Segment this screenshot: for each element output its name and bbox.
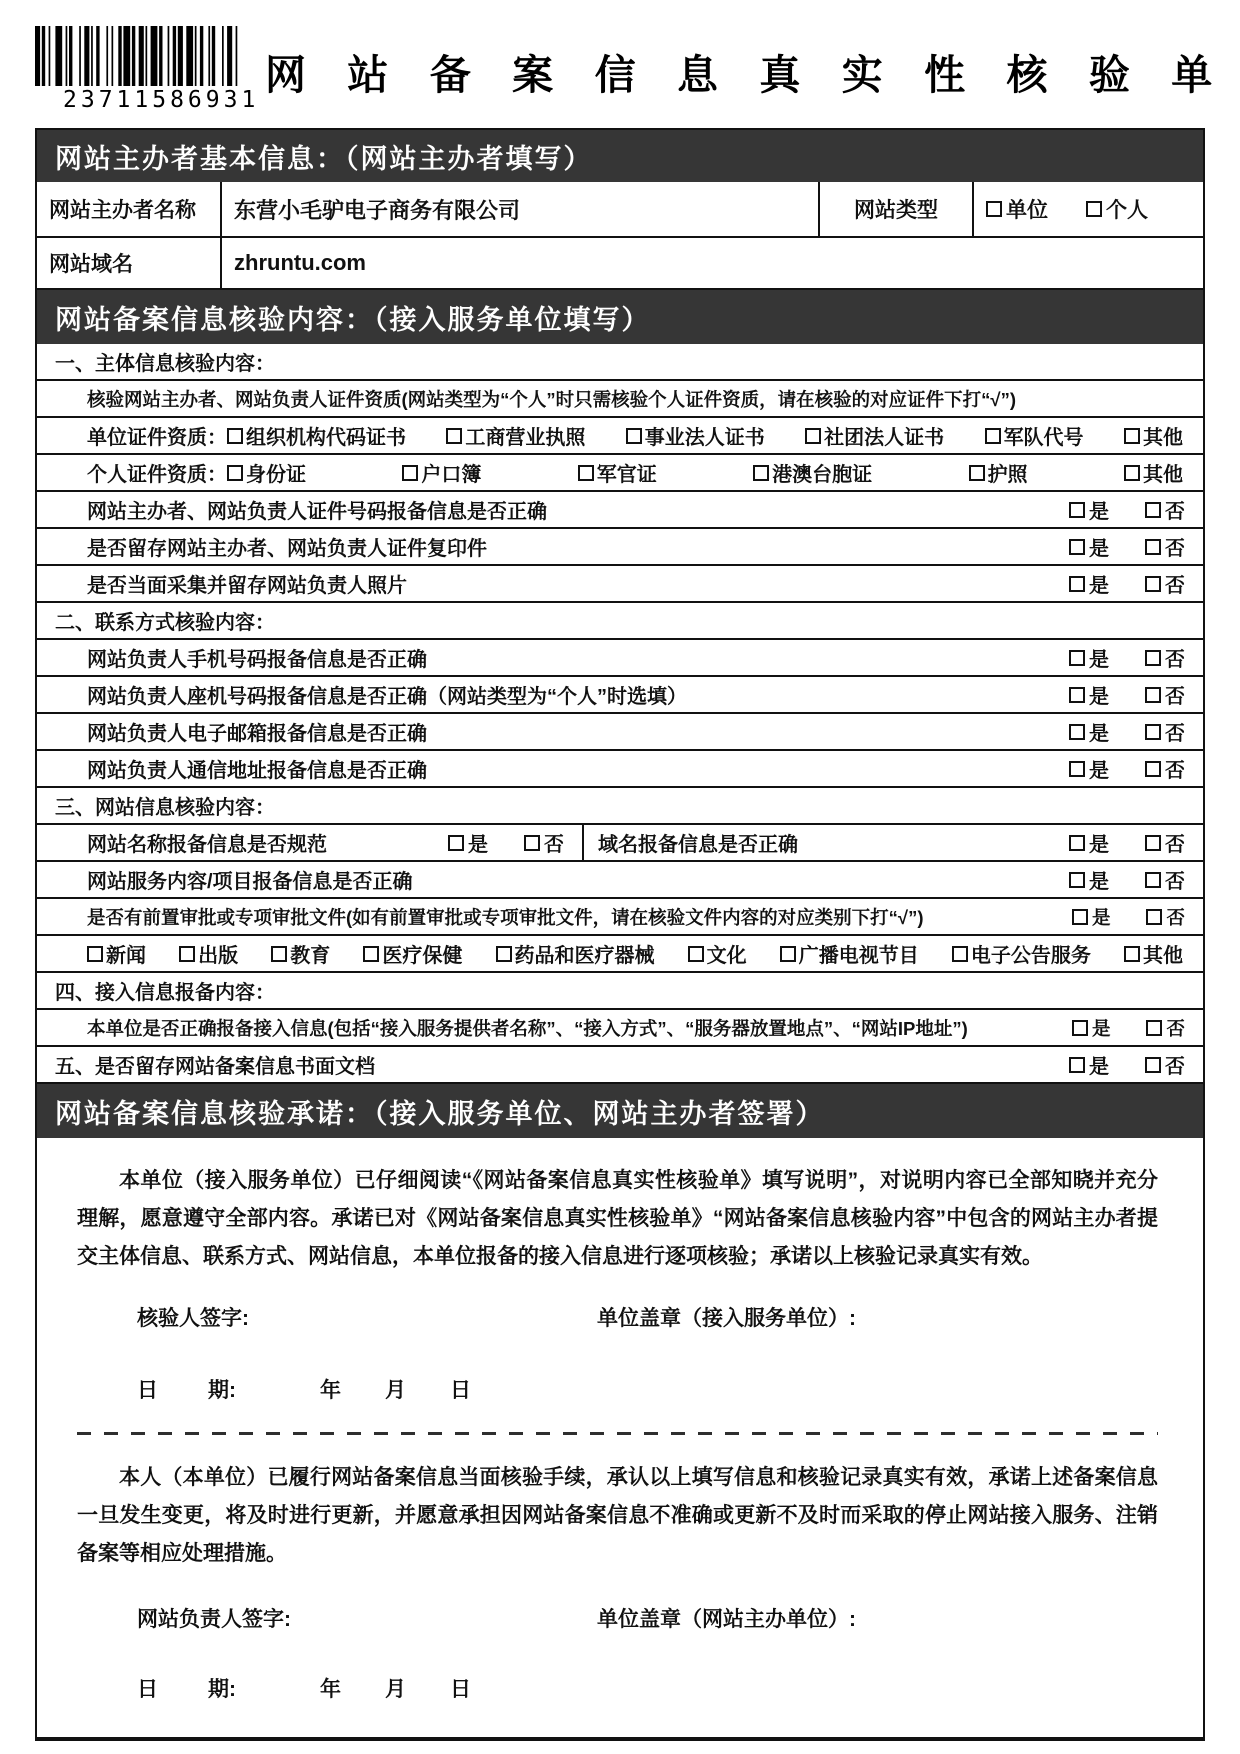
checklist-question: 是否留存网站主办者、网站负责人证件复印件 — [87, 538, 487, 560]
checklist-row — [37, 529, 1203, 566]
approval-category-label: 药品和医疗器械 — [514, 945, 655, 967]
site-type-unit-label: 单位 — [1006, 199, 1048, 222]
checkbox-cat-16-3[interactable] — [363, 946, 379, 962]
section-header-commitment: 网站备案信息核验承诺：（接入服务单位、网站主办者签署） — [37, 1084, 1203, 1138]
site-type-personal-label: 个人 — [1106, 199, 1148, 222]
certificate-option — [227, 421, 406, 450]
yes-label: 是 — [1091, 906, 1111, 928]
certificate-option — [402, 458, 481, 487]
checkbox-yes-row-13-l[interactable] — [448, 835, 464, 851]
checkbox-opt-2-2[interactable] — [626, 428, 642, 444]
checklist-section-title: 二、联系方式核验内容： — [55, 612, 275, 634]
date-word: 日 — [137, 1678, 158, 1701]
site-type-unit-option — [986, 194, 1048, 224]
date-row-organizer — [77, 1673, 1158, 1703]
checkbox-cat-16-4[interactable] — [496, 946, 512, 962]
yes-no-group — [1069, 828, 1189, 857]
checkbox-cat-16-5[interactable] — [688, 946, 704, 962]
checkbox-cat-16-1[interactable] — [179, 946, 195, 962]
checkbox-no-row-18[interactable] — [1146, 1020, 1162, 1036]
checklist-question: 网站负责人座机号码报备信息是否正确（网站类型为“个人”时选填） — [87, 686, 687, 708]
no-option — [524, 828, 564, 857]
checklist-row — [37, 603, 1203, 640]
checkbox-cat-16-8[interactable] — [1124, 946, 1140, 962]
checkbox-yes-row-6[interactable] — [1069, 576, 1085, 592]
yes-option — [1069, 717, 1109, 746]
approval-category-option — [179, 939, 238, 968]
checklist-row — [37, 973, 1203, 1010]
checklist-row — [37, 751, 1203, 788]
approval-category-option — [363, 939, 462, 968]
approval-category-option — [780, 939, 919, 968]
checkbox-cat-16-2[interactable] — [271, 946, 287, 962]
checkbox-no-row-14[interactable] — [1145, 872, 1161, 888]
yes-no-group — [448, 828, 568, 857]
no-option — [1145, 1050, 1185, 1079]
organizer-name-row — [37, 182, 1203, 238]
barcode-block — [35, 26, 265, 113]
checkbox-yes-row-18[interactable] — [1072, 1020, 1088, 1036]
isp-seal-label: 单位盖章（接入服务单位）: — [597, 1307, 856, 1330]
checkbox-site-type-unit[interactable] — [986, 201, 1002, 217]
checklist-row — [37, 862, 1203, 899]
certificate-option-label: 军官证 — [596, 464, 657, 486]
checklist-row — [37, 418, 1203, 455]
section-header-basic-info: 网站主办者基本信息：（网站主办者填写） — [37, 130, 1203, 182]
checkbox-no-row-13-l[interactable] — [524, 835, 540, 851]
yes-option — [1072, 904, 1111, 930]
approval-category-label: 教育 — [290, 945, 331, 967]
date-word: 期: — [208, 1379, 236, 1402]
no-option — [1145, 865, 1185, 894]
checkbox-yes-row-19[interactable] — [1069, 1057, 1085, 1073]
certificate-option — [227, 458, 306, 487]
checkbox-opt-3-3[interactable] — [753, 465, 769, 481]
no-label: 否 — [1166, 906, 1185, 928]
document-header — [35, 0, 1228, 128]
checkbox-opt-2-5[interactable] — [1124, 428, 1140, 444]
yes-option — [1069, 828, 1109, 857]
yes-label: 是 — [1089, 871, 1109, 893]
checklist-section-title: 一、主体信息核验内容： — [55, 353, 275, 375]
approval-category-label: 文化 — [706, 945, 747, 967]
yes-option — [1069, 569, 1109, 598]
split-cell-left — [37, 825, 584, 860]
yes-no-group — [1069, 569, 1189, 598]
checkbox-no-row-19[interactable] — [1145, 1057, 1161, 1073]
checkbox-opt-2-3[interactable] — [805, 428, 821, 444]
dashed-divider — [77, 1432, 1158, 1435]
yes-option — [1069, 532, 1109, 561]
no-label: 否 — [1166, 1017, 1185, 1039]
no-label: 否 — [1165, 501, 1185, 523]
site-type-options — [972, 182, 1203, 236]
yes-no-group — [1069, 495, 1189, 524]
checkbox-opt-2-0[interactable] — [227, 428, 243, 444]
checklist-question: 域名报备信息是否正确 — [598, 834, 798, 856]
checklist-row — [37, 344, 1203, 381]
checkbox-opt-3-1[interactable] — [402, 465, 418, 481]
no-label: 否 — [1165, 649, 1185, 671]
yes-option — [1069, 865, 1109, 894]
organizer-seal-label: 单位盖章（网站主办单位）: — [597, 1608, 856, 1631]
date-year-label: 年 — [320, 1379, 341, 1402]
certificate-option-label: 社团法人证书 — [824, 427, 945, 449]
date-word: 期: — [208, 1678, 236, 1701]
verification-checklist — [37, 344, 1203, 1084]
date-year-label: 年 — [320, 1678, 341, 1701]
certificate-option-label: 其他 — [1142, 427, 1183, 449]
yes-no-group — [1069, 680, 1189, 709]
verification-form — [35, 128, 1205, 1741]
date-day-label: 日 — [450, 1379, 471, 1402]
checklist-question: 网站服务内容/项目报备信息是否正确 — [87, 871, 413, 893]
checkbox-no-row-5[interactable] — [1145, 539, 1161, 555]
date-day-label: 日 — [450, 1678, 471, 1701]
responsible-signature-row — [77, 1603, 1158, 1633]
checklist-row — [37, 1010, 1203, 1047]
commitment-paragraph-organizer: 本人（本单位）已履行网站备案信息当面核验手续，承认以上填写信息和核验记录真实有效，承诺上述备案信息一旦发生变更，将及时进行更新，并愿意承担因网站备案信息不准确或更新不及时而采取的停止网站接入服务、注销备案等相应处理措施。 — [77, 1466, 1158, 1565]
checklist-section-title: 五、是否留存网站备案信息书面文档 — [55, 1056, 375, 1078]
no-option — [1145, 828, 1185, 857]
yes-option — [1072, 1015, 1111, 1041]
yes-option — [1069, 680, 1109, 709]
certificate-options — [227, 421, 1189, 450]
approval-category-label: 电子公告服务 — [970, 945, 1091, 967]
certificate-option — [626, 421, 765, 450]
checkbox-yes-row-4[interactable] — [1069, 502, 1085, 518]
barcode-number: 23711586931 — [63, 87, 260, 113]
checklist-section-title: 三、网站信息核验内容： — [55, 797, 275, 819]
checkbox-no-row-11[interactable] — [1145, 761, 1161, 777]
checkbox-opt-2-1[interactable] — [446, 428, 462, 444]
yes-label: 是 — [1091, 1017, 1111, 1039]
checklist-row — [37, 566, 1203, 603]
checklist-question: 网站负责人通信地址报备信息是否正确 — [87, 760, 427, 782]
no-label: 否 — [1165, 575, 1185, 597]
certificate-option — [985, 421, 1084, 450]
organizer-name-value: 东营小毛驴电子商务有限公司 — [220, 182, 818, 236]
certificate-option-label: 军队代号 — [1003, 427, 1084, 449]
approval-category-option — [271, 939, 330, 968]
approval-category-option — [496, 939, 655, 968]
page-title: 网 站 备 案 信 息 真 实 性 核 验 单 — [265, 52, 1228, 98]
checklist-question: 是否有前置审批或专项审批文件(如有前置审批或专项审批文件，请在核验文件内容的对应类别下打“√”) — [87, 906, 924, 928]
checkbox-yes-row-9[interactable] — [1069, 687, 1085, 703]
domain-row — [37, 238, 1203, 290]
checklist-question: 网站名称报备信息是否规范 — [87, 834, 327, 856]
checklist-row — [37, 825, 1203, 862]
yes-option — [1069, 1050, 1109, 1079]
checklist-question: 网站负责人电子邮箱报备信息是否正确 — [87, 723, 427, 745]
checklist-section-title: 四、接入信息报备内容： — [55, 982, 275, 1004]
certificate-option — [578, 458, 657, 487]
yes-no-group — [1069, 532, 1189, 561]
checkbox-opt-3-5[interactable] — [1124, 465, 1140, 481]
approval-category-option — [952, 939, 1091, 968]
no-label: 否 — [1165, 723, 1185, 745]
approval-category-label: 广播电视节目 — [798, 945, 919, 967]
yes-label: 是 — [1089, 649, 1109, 671]
split-cell-right — [584, 825, 1203, 860]
checkbox-no-row-15[interactable] — [1146, 909, 1162, 925]
checklist-row — [37, 455, 1203, 492]
yes-no-group — [1072, 904, 1189, 930]
certificate-option-label: 组织机构代码证书 — [246, 427, 406, 449]
barcode-icon — [35, 26, 241, 86]
date-row-isp — [77, 1374, 1158, 1404]
no-option — [1145, 717, 1185, 746]
certificate-type-label: 单位证件资质： — [87, 427, 227, 449]
responsible-signature-label: 网站负责人签字: — [137, 1608, 291, 1631]
yes-label: 是 — [1089, 575, 1109, 597]
checkbox-no-row-6[interactable] — [1145, 576, 1161, 592]
checkbox-no-row-10[interactable] — [1145, 724, 1161, 740]
checkbox-yes-row-13-r[interactable] — [1069, 835, 1085, 851]
yes-label: 是 — [1089, 1056, 1109, 1078]
no-label: 否 — [1165, 538, 1185, 560]
no-option — [1145, 643, 1185, 672]
checklist-row — [37, 788, 1203, 825]
no-label: 否 — [1165, 871, 1185, 893]
yes-no-group — [1069, 717, 1189, 746]
section-header-verification-content: 网站备案信息核验内容：（接入服务单位填写） — [37, 290, 1203, 344]
no-label: 否 — [1165, 834, 1185, 856]
commitment-body — [37, 1138, 1203, 1737]
site-type-label: 网站类型 — [818, 182, 972, 236]
checkbox-no-row-4[interactable] — [1145, 502, 1161, 518]
no-option — [1145, 495, 1185, 524]
domain-label: 网站域名 — [49, 253, 133, 276]
certificate-option-label: 事业法人证书 — [644, 427, 765, 449]
checkbox-no-row-9[interactable] — [1145, 687, 1161, 703]
certificate-options — [227, 458, 1189, 487]
certificate-option — [969, 458, 1028, 487]
yes-label: 是 — [1089, 501, 1109, 523]
certificate-option-label: 身份证 — [246, 464, 306, 486]
organizer-name-label: 网站主办者名称 — [49, 199, 196, 222]
certificate-option — [446, 421, 585, 450]
no-option — [1145, 569, 1185, 598]
yes-no-group — [1069, 1050, 1189, 1079]
site-type-personal-option — [1086, 194, 1148, 224]
no-option — [1145, 754, 1185, 783]
checkbox-opt-3-4[interactable] — [969, 465, 985, 481]
no-option — [1145, 532, 1185, 561]
yes-no-group — [1069, 865, 1189, 894]
approval-category-option — [1124, 939, 1183, 968]
yes-no-group — [1072, 1015, 1189, 1041]
checklist-note: 核验网站主办者、网站负责人证件资质(网站类型为“个人”时只需核验个人证件资质，请在核验的对应证件下打“√”) — [87, 388, 1016, 410]
yes-no-group — [1069, 754, 1189, 783]
yes-option — [448, 828, 488, 857]
date-month-label: 月 — [385, 1678, 406, 1701]
yes-label: 是 — [1089, 760, 1109, 782]
approval-category-option — [87, 939, 146, 968]
checklist-row — [37, 936, 1203, 973]
date-word: 日 — [137, 1379, 158, 1402]
verifier-signature-label: 核验人签字: — [137, 1307, 249, 1330]
checkbox-cat-16-6[interactable] — [780, 946, 796, 962]
checklist-row — [37, 640, 1203, 677]
checklist-question: 本单位是否正确报备接入信息(包括“接入服务提供者名称”、“接入方式”、“服务器放置地点”、“网站IP地址”) — [87, 1017, 968, 1039]
no-label: 否 — [1165, 1056, 1185, 1078]
checkbox-yes-row-5[interactable] — [1069, 539, 1085, 555]
approval-category-label: 其他 — [1143, 945, 1183, 967]
yes-label: 是 — [1089, 834, 1109, 856]
domain-value: zhruntu.com — [220, 238, 1203, 288]
certificate-option — [1124, 421, 1183, 450]
checklist-question: 网站主办者、网站负责人证件号码报备信息是否正确 — [87, 501, 547, 523]
checklist-row — [37, 714, 1203, 751]
checkbox-cat-16-0[interactable] — [87, 946, 103, 962]
approval-category-option — [688, 939, 747, 968]
approval-category-label: 新闻 — [106, 945, 146, 967]
checkbox-yes-row-10[interactable] — [1069, 724, 1085, 740]
checkbox-no-row-8[interactable] — [1145, 650, 1161, 666]
yes-label: 是 — [1089, 538, 1109, 560]
certificate-option — [753, 458, 872, 487]
checklist-row — [37, 1047, 1203, 1084]
certificate-option-label: 港澳台胞证 — [772, 464, 873, 486]
certificate-option-label: 护照 — [987, 464, 1028, 486]
checklist-question: 是否当面采集并留存网站负责人照片 — [87, 575, 407, 597]
checklist-row — [37, 492, 1203, 529]
date-month-label: 月 — [385, 1379, 406, 1402]
verifier-signature-row — [77, 1302, 1158, 1332]
no-option — [1145, 680, 1185, 709]
yes-label: 是 — [468, 834, 488, 856]
certificate-option — [1124, 458, 1183, 487]
certificate-option — [805, 421, 944, 450]
no-option — [1146, 1015, 1185, 1041]
yes-option — [1069, 754, 1109, 783]
checkbox-yes-row-15[interactable] — [1072, 909, 1088, 925]
approval-categories — [51, 939, 1189, 968]
yes-option — [1069, 495, 1109, 524]
checkbox-site-type-personal[interactable] — [1086, 201, 1102, 217]
certificate-type-label: 个人证件资质： — [87, 464, 227, 486]
checkbox-opt-2-4[interactable] — [985, 428, 1001, 444]
no-option — [1146, 904, 1185, 930]
no-label: 否 — [1165, 686, 1185, 708]
yes-label: 是 — [1089, 686, 1109, 708]
checkbox-yes-row-11[interactable] — [1069, 761, 1085, 777]
checklist-question: 网站负责人手机号码报备信息是否正确 — [87, 649, 427, 671]
no-label: 否 — [1165, 760, 1185, 782]
checkbox-cat-16-7[interactable] — [952, 946, 968, 962]
commitment-paragraph-isp: 本单位（接入服务单位）已仔细阅读“《网站备案信息真实性核验单》填写说明”，对说明内容已全部知晓并充分理解，愿意遵守全部内容。承诺已对《网站备案信息真实性核验单》“网站备案信息核验内容”中包含的网站主办者提交主体信息、联系方式、网站信息，本单位报备的接入信息进行逐项核验；承诺以上核验记录真实有效。 — [77, 1169, 1158, 1268]
certificate-option-label: 工商营业执照 — [465, 427, 586, 449]
checklist-row — [37, 677, 1203, 714]
yes-no-group — [1069, 643, 1189, 672]
certificate-option-label: 其他 — [1142, 464, 1183, 486]
yes-option — [1069, 643, 1109, 672]
approval-category-label: 医疗保健 — [382, 945, 463, 967]
checkbox-yes-row-14[interactable] — [1069, 872, 1085, 888]
checkbox-no-row-13-r[interactable] — [1145, 835, 1161, 851]
approval-category-label: 出版 — [198, 945, 239, 967]
checklist-row — [37, 381, 1203, 418]
checkbox-opt-3-2[interactable] — [578, 465, 594, 481]
checkbox-opt-3-0[interactable] — [227, 465, 243, 481]
checklist-row — [37, 899, 1203, 936]
no-label: 否 — [544, 834, 564, 856]
yes-label: 是 — [1089, 723, 1109, 745]
certificate-option-label: 户口簿 — [421, 464, 482, 486]
checkbox-yes-row-8[interactable] — [1069, 650, 1085, 666]
